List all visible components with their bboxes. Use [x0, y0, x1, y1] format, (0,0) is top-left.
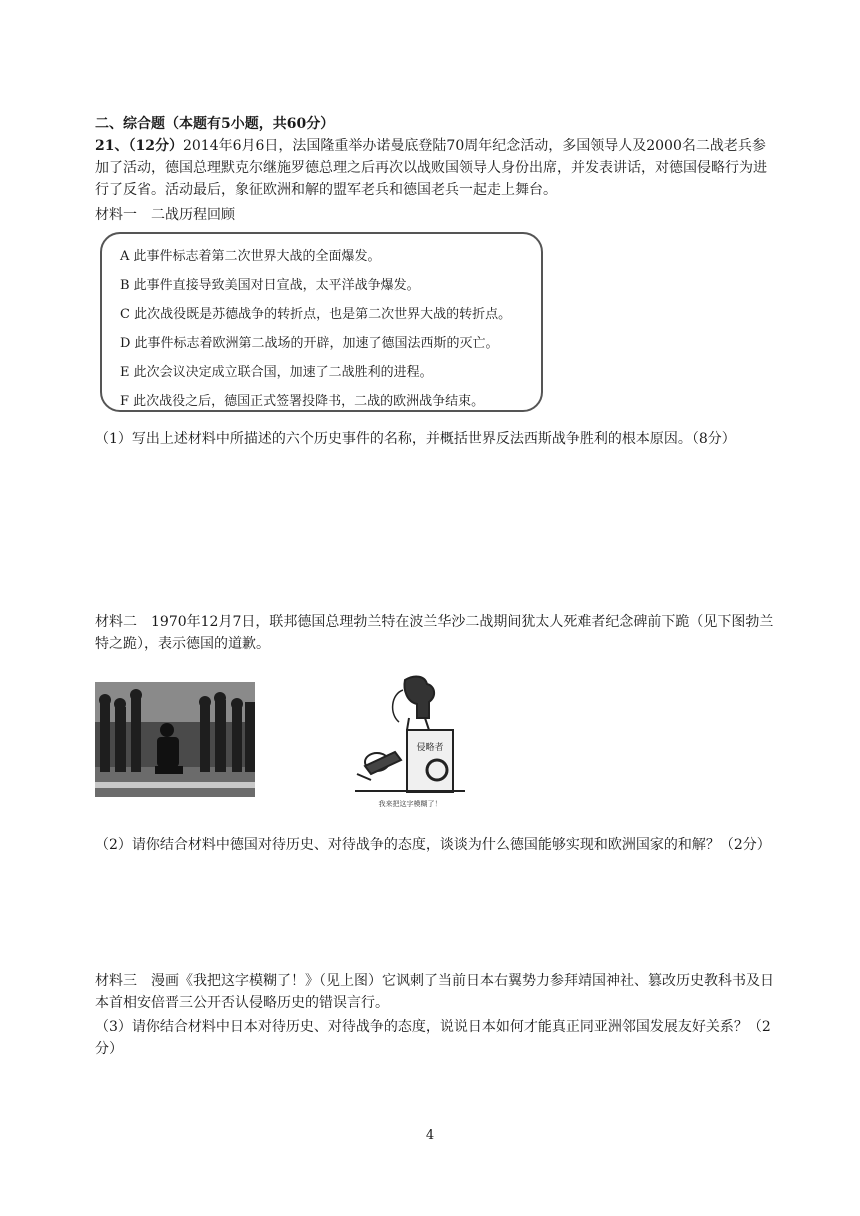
event-d: D 此事件标志着欧洲第二战场的开辟，加速了德国法西斯的灭亡。 — [120, 336, 499, 351]
material-1-label: 材料一 二战历程回顾 — [95, 207, 235, 223]
sub-question-2: （2）请你结合材料中德国对待历史、对待战争的态度，谈谈为什么德国能够实现和欧洲国家的和解？（2分） — [95, 837, 771, 853]
cartoon-sign-text: 侵略者 — [416, 743, 444, 753]
event-e: E 此次会议决定成立联合国，加速了二战胜利的进程。 — [120, 365, 433, 380]
cartoon-caption: 我来把这字模糊了！ — [378, 800, 442, 808]
sub-question-1: （1）写出上述材料中所描述的六个历史事件的名称，并概括世界反法西斯战争胜利的根本原因。（8分） — [95, 431, 736, 447]
sub-question-3: （3）请你结合材料中日本对待历史、对待战争的态度，说说日本如何才能真正同亚洲邻国发展友好关系？（2分） — [95, 1019, 771, 1057]
question-intro: 2014年6月6日，法国隆重举办诺曼底登陆70周年纪念活动，多国领导人及2000名二战老兵参加了活动，德国总理默克尔继施罗德总理之后再次以战败国领导人身份出席，并发表讲话，对德国侵略行为进行了反省。活动最后，象征欧洲和解的盟军老兵和德国老兵一起走上舞台。 — [95, 138, 767, 198]
material-3: 材料三 漫画《我把这字模糊了！》（见上图）它讽刺了当前日本右翼势力参拜靖国神社、篡改历史教科书及日本首相安倍晋三公开否认侵略历史的错误言行。 — [95, 973, 774, 1011]
question-number: 21、（12分） — [95, 138, 183, 154]
event-f: F 此次战役之后，德国正式签署投降书，二战的欧洲战争结束。 — [120, 394, 485, 409]
material-2: 材料二 1970年12月7日，联邦德国总理勃兰特在波兰华沙二战期间犹太人死难者纪念碑前下跪（见下图勃兰特之跪），表示德国的道歉。 — [95, 614, 774, 652]
brandt-kneeling-photo — [95, 682, 255, 797]
page-number: 4 — [425, 1128, 435, 1143]
section-title: 二、综合题（本题有5小题，共60分） — [95, 116, 335, 132]
question-21 — [95, 135, 775, 201]
events-box — [100, 232, 543, 412]
cartoon-illustration — [345, 670, 475, 812]
event-b: B 此事件直接导致美国对日宣战，太平洋战争爆发。 — [120, 278, 420, 293]
event-a: A 此事件标志着第二次世界大战的全面爆发。 — [120, 249, 381, 264]
event-c: C 此次战役既是苏德战争的转折点，也是第二次世界大战的转折点。 — [120, 307, 512, 322]
